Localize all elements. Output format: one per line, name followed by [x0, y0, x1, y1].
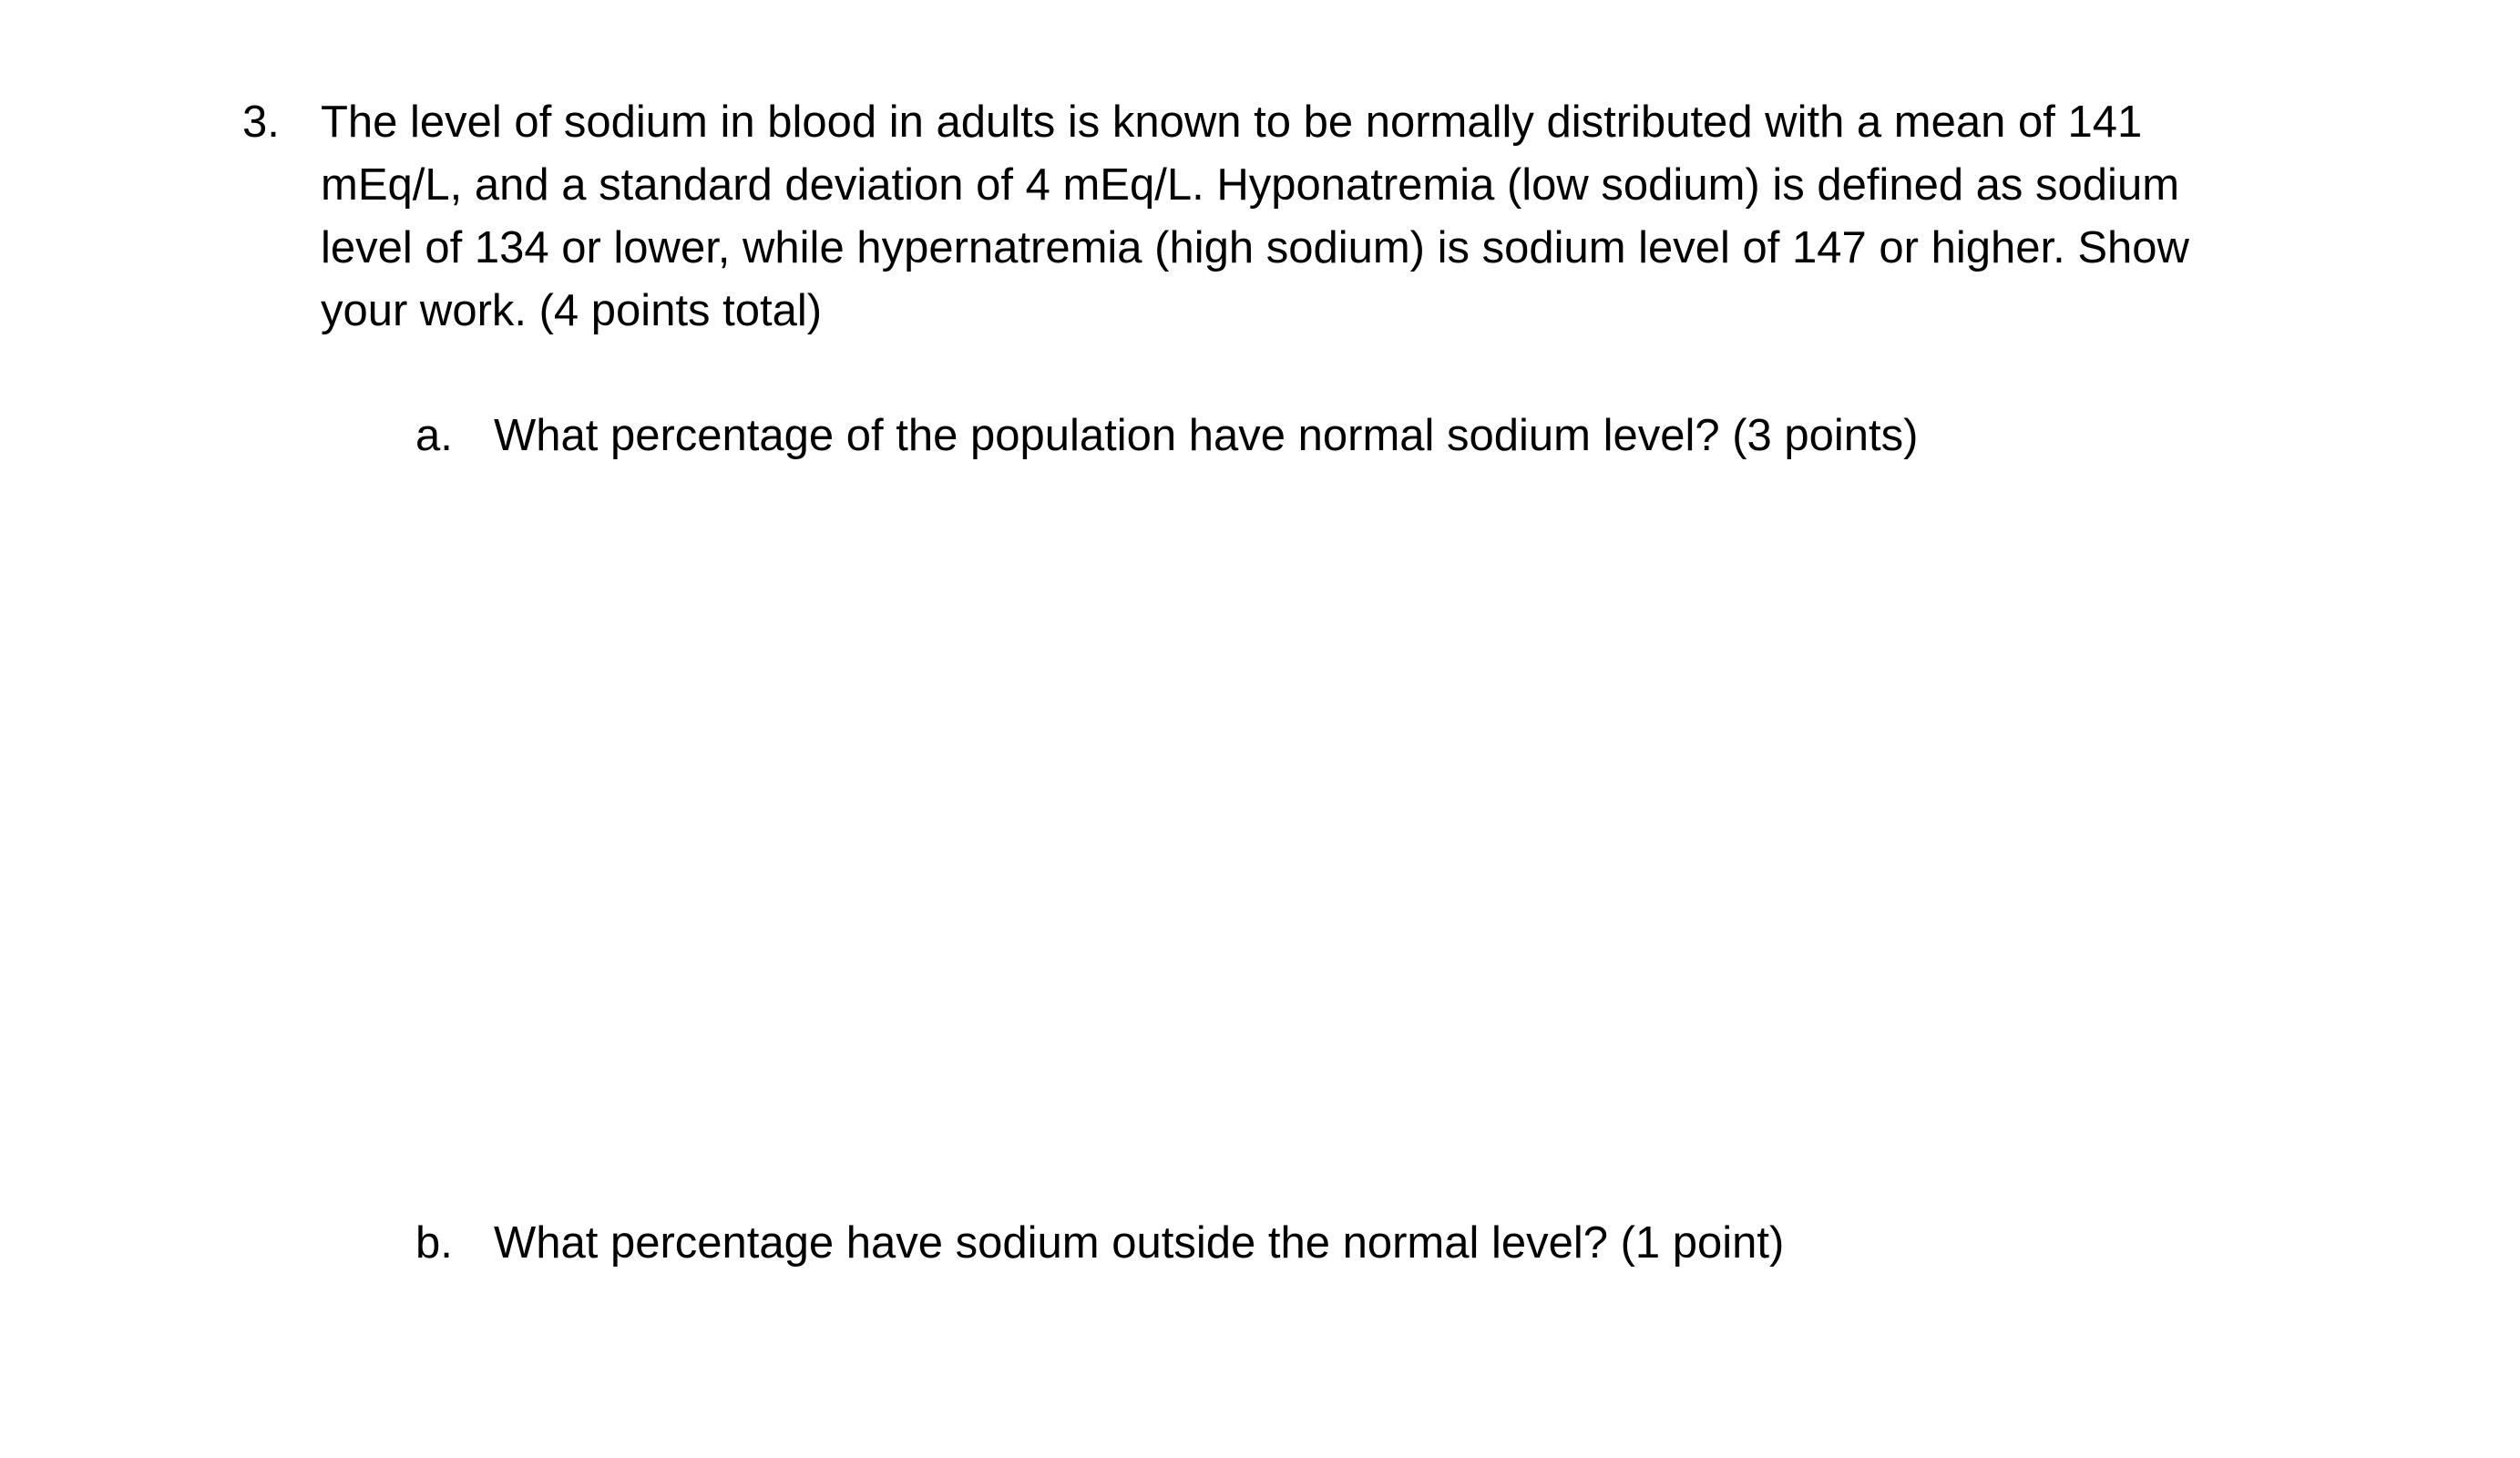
part-a-text: What percentage of the population have normal sodium level? (3 points) — [494, 411, 1919, 460]
question-line: level of 134 or lower, while hypernatremia (high sodium) is sodium level of 147 or higher. Show — [321, 223, 2189, 272]
part-b-label: b. — [415, 1218, 453, 1268]
part-a-label: a. — [415, 411, 453, 460]
part-b-text: What percentage have sodium outside the normal level? (1 point) — [494, 1218, 1785, 1268]
question-line: The level of sodium in blood in adults is known to be normally distributed with a mean of 141 — [321, 98, 2143, 147]
question-number: 3. — [242, 98, 280, 147]
question-text — [321, 91, 2325, 343]
question-line: your work. (4 points total) — [321, 286, 823, 335]
question-line: mEq/L, and a standard deviation of 4 mEq/L. Hyponatremia (low sodium) is defined as sodium — [321, 160, 2180, 210]
